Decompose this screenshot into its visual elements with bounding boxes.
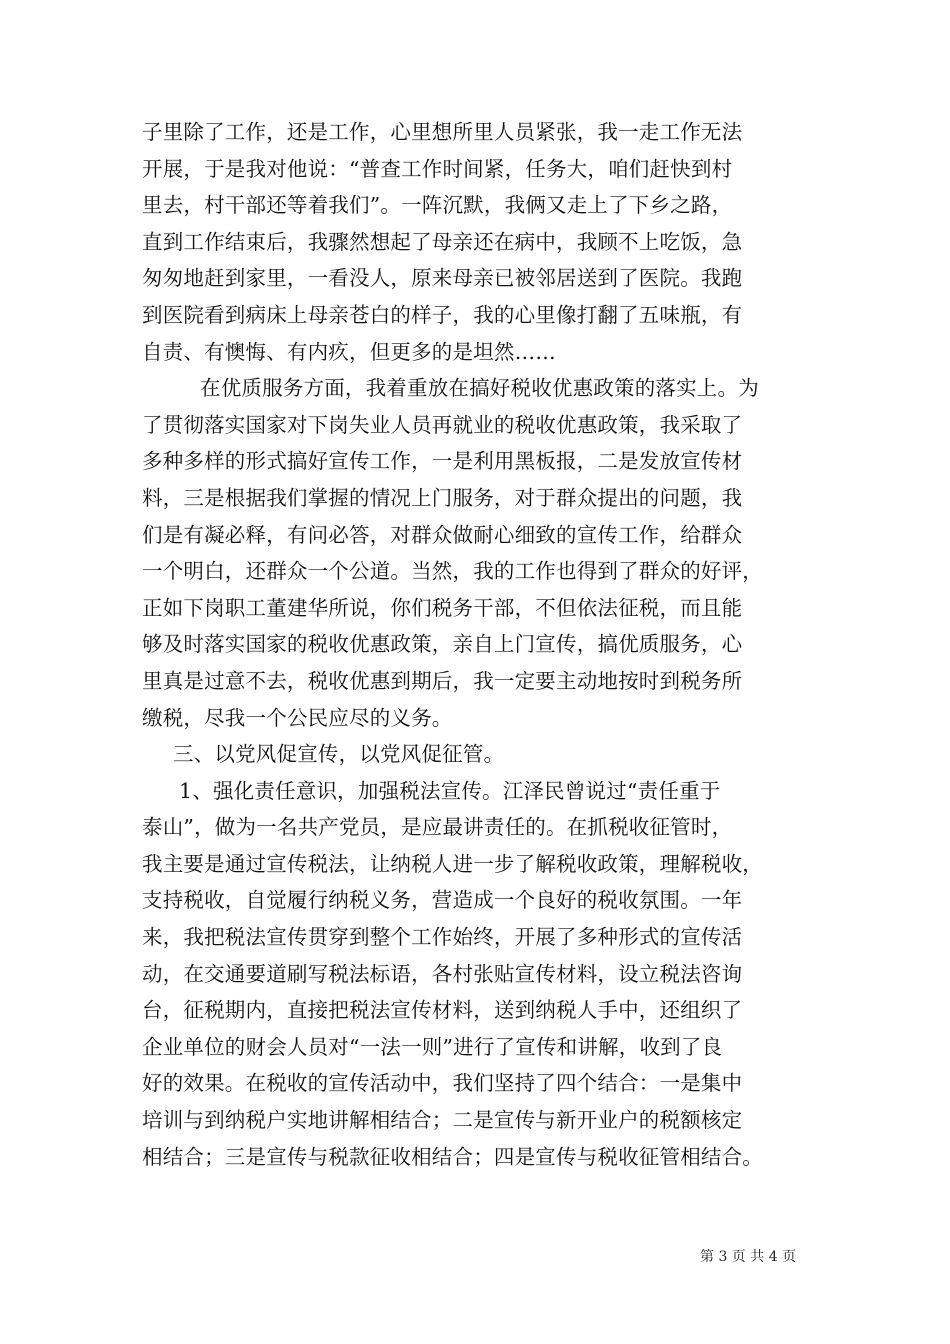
- page-number-footer: 第 3 页 共 4 页: [700, 1249, 797, 1265]
- text-line: 缴税，尽我一个公民应尽的义务。: [142, 705, 453, 730]
- text-line: 支持税收，自觉履行纳税义务，营造成一个良好的税收氛围。一年: [142, 888, 743, 913]
- text-line: 开展，于是我对他说：“普查工作时间紧，任务大，咱们赶快到村: [142, 156, 733, 181]
- text-line: 泰山”，做为一名共产党员，是应最讲责任的。在抓税收征管时，: [142, 815, 733, 840]
- document-body: [142, 114, 832, 1175]
- text-line: 培训与到纳税户实地讲解相结合；二是宣传与新开业户的税额核定: [142, 1108, 743, 1133]
- text-line: 里去，村干部还等着我们”。一阵沉默，我俩又走上了下乡之路，: [142, 193, 733, 218]
- text-line: 相结合；三是宣传与税款征收相结合；四是宣传与税收征管相结合。: [142, 1144, 763, 1169]
- paragraph-first-line: 在优质服务方面，我着重放在搞好税收优惠政策的落实上。为: [200, 376, 759, 401]
- text-line: 动，在交通要道刷写税法标语，各村张贴宣传材料，设立税法咨询: [142, 961, 743, 986]
- text-line: 一个明白，还群众一个公道。当然，我的工作也得到了群众的好评，: [142, 559, 763, 584]
- text-line: 好的效果。在税收的宣传活动中，我们坚持了四个结合：一是集中: [142, 1071, 743, 1096]
- text-line: 台，征税期内，直接把税法宣传材料，送到纳税人手中，还组织了: [142, 998, 743, 1023]
- text-line: 自责、有懊悔、有内疚，但更多的是坦然……: [142, 339, 556, 364]
- text-line: 料，三是根据我们掌握的情况上门服务，对于群众提出的问题，我: [142, 485, 743, 510]
- section-heading: 三、以党风促宣传，以党风促征管。: [173, 742, 505, 767]
- text-line: 企业单位的财会人员对“一法一则”进行了宣传和讲解，收到了良: [142, 1034, 723, 1059]
- text-line: 们是有凝必释，有问必答，对群众做耐心细致的宣传工作，给群众: [142, 522, 743, 547]
- text-line: 我主要是通过宣传税法，让纳税人进一步了解税收政策，理解税收，: [142, 851, 763, 876]
- text-line: 里真是过意不去，税收优惠到期后，我一定要主动地按时到税务所: [142, 668, 743, 693]
- text-line: 多种多样的形式搞好宣传工作，一是利用黑板报，二是发放宣传材: [142, 449, 743, 474]
- text-line: 匆匆地赶到家里，一看没人，原来母亲已被邻居送到了医院。我跑: [142, 266, 743, 291]
- text-line: 直到工作结束后，我骤然想起了母亲还在病中，我顾不上吃饭，急: [142, 229, 743, 254]
- text-line: 到医院看到病床上母亲苍白的样子，我的心里像打翻了五味瓶，有: [142, 302, 743, 327]
- text-line: 来，我把税法宣传贯穿到整个工作始终，开展了多种形式的宣传活: [142, 925, 743, 950]
- text-line: 正如下岗职工董建华所说，你们税务干部，不但依法征税，而且能: [142, 595, 743, 620]
- text-line: 够及时落实国家的税收优惠政策，亲自上门宣传，搞优质服务，心: [142, 632, 743, 657]
- text-line: 了贯彻落实国家对下岗失业人员再就业的税收优惠政策，我采取了: [142, 412, 743, 437]
- paragraph-first-line: 1、强化责任意识，加强税法宣传。江泽民曾说过“责任重于: [179, 778, 721, 803]
- text-line: 子里除了工作，还是工作，心里想所里人员紧张，我一走工作无法: [142, 120, 743, 144]
